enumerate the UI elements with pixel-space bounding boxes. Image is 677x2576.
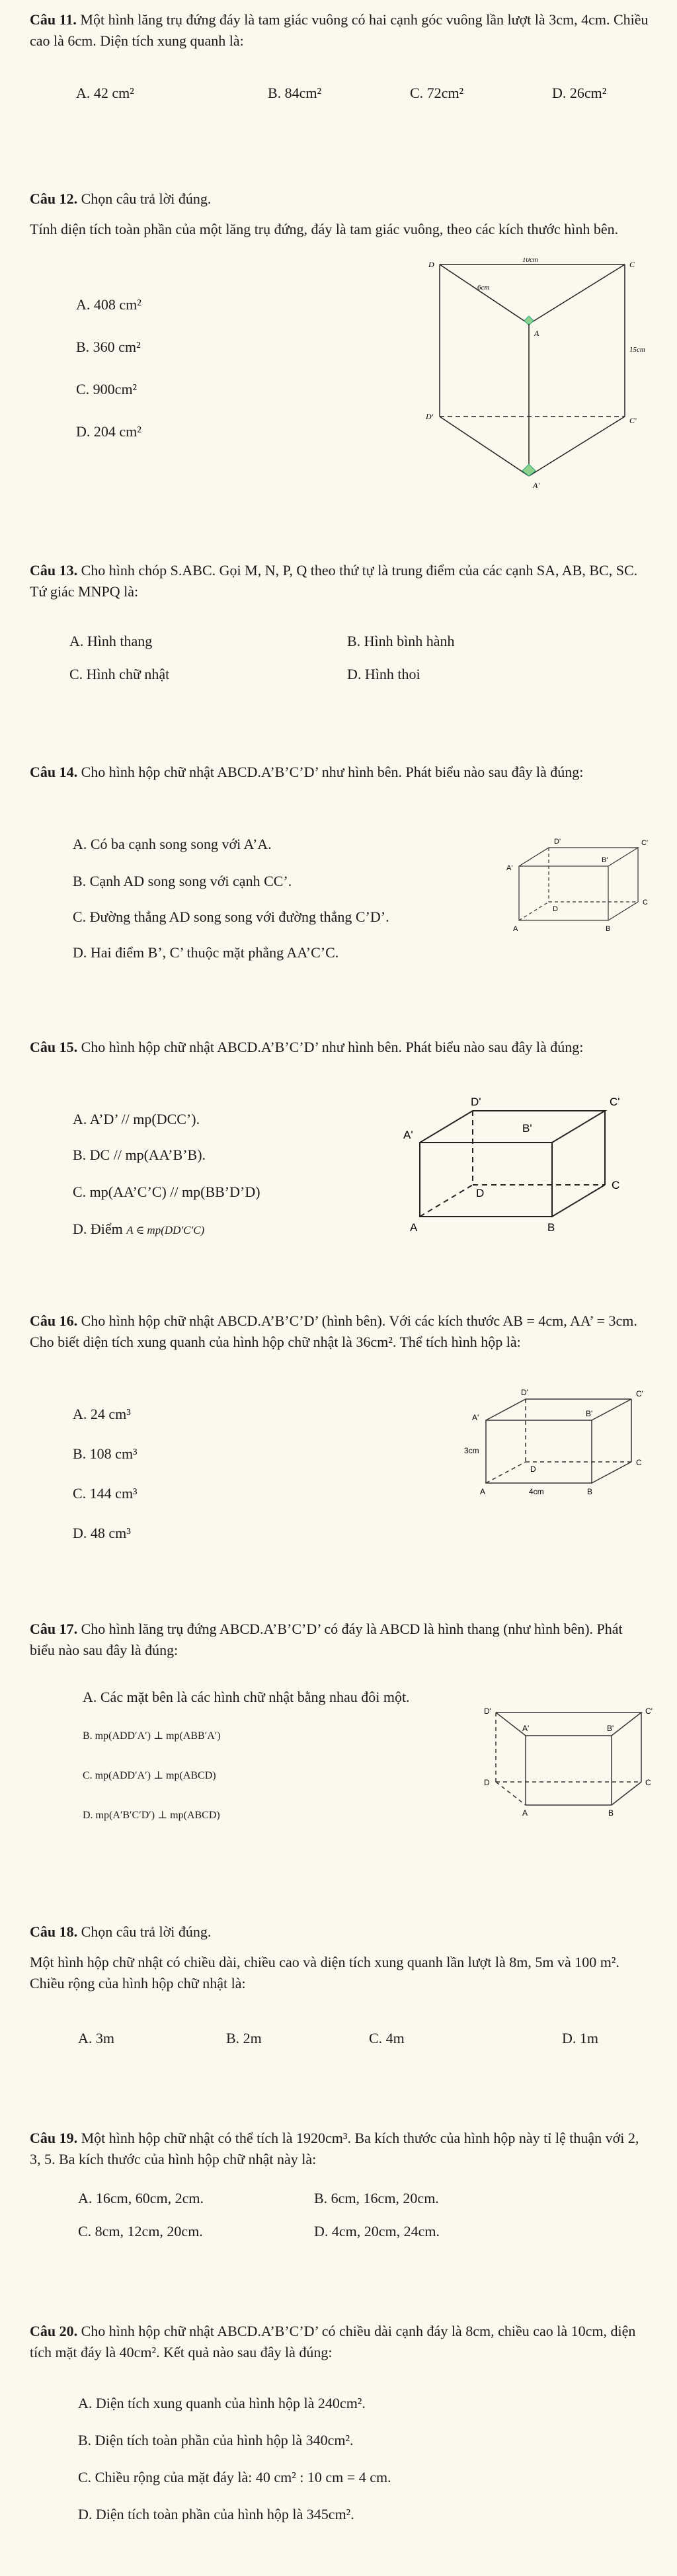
option-b[interactable]: B. Cạnh AD song song với cạnh CC’. <box>73 873 292 889</box>
option-d[interactable]: D. Diện tích toàn phần của hình hộp là 345cm². <box>78 2506 354 2522</box>
option-b[interactable]: B. DC // mp(AA’B’B). <box>73 1147 206 1163</box>
question-12-stem: Tính diện tích toàn phần của một lăng trụ đứng, đáy là tam giác vuông, theo các kích thước hình bên. <box>30 221 619 237</box>
question-text: Cho hình hộp chữ nhật ABCD.A’B’C’D’ có chiều dài cạnh đáy là 8cm, chiều cao là 10cm, diện tích mặt đáy là 40cm². Kết quả nào sau đây là đúng: <box>30 2323 636 2360</box>
option-d-label: D. Điểm <box>73 1221 123 1237</box>
option-d[interactable]: D. 4cm, 20cm, 24cm. <box>314 2223 440 2239</box>
option-a[interactable]: A. 42 cm² <box>76 85 134 101</box>
option-c[interactable]: C. 8cm, 12cm, 20cm. <box>78 2223 203 2239</box>
question-intro: Chọn câu trả lời đúng. <box>81 190 212 207</box>
vertex-label: C <box>612 1179 620 1191</box>
question-label: Câu 13. <box>30 562 78 579</box>
question-label: Câu 19. <box>30 2130 78 2146</box>
vertex-label: C' <box>636 1389 643 1398</box>
question-text: Cho hình hộp chữ nhật ABCD.A’B’C’D’ như hình bên. Phát biểu nào sau đây là đúng: <box>81 764 584 780</box>
vertex-label: D <box>428 260 434 269</box>
vertex-label: B' <box>602 856 608 864</box>
edge-length-label: 15cm <box>629 346 645 354</box>
question-11 <box>30 9 651 52</box>
edge-length-label: 4cm <box>529 1487 544 1496</box>
question-intro: Chọn câu trả lời đúng. <box>81 1923 212 1940</box>
option-a[interactable]: A. 408 cm² <box>76 296 141 313</box>
option-a[interactable]: A. 24 cm³ <box>73 1406 131 1422</box>
vertex-label: A <box>522 1808 528 1818</box>
vertex-label: C' <box>629 416 637 425</box>
vertex-label: B' <box>522 1122 532 1135</box>
vertex-label: C' <box>645 1707 653 1716</box>
question-18-stem: Một hình hộp chữ nhật có chiều dài, chiều cao và diện tích xung quanh lần lượt là 8m, 5m và 100 m². Chiều rộng của hình hộp chữ nhật là: <box>30 1954 619 1992</box>
question-label: Câu 15. <box>30 1039 78 1055</box>
option-b[interactable] <box>83 1724 221 1746</box>
vertex-label: D' <box>554 838 561 846</box>
vertex-label: D <box>484 1778 490 1787</box>
vertex-label: D <box>553 905 558 913</box>
vertex-label: B' <box>586 1409 593 1418</box>
option-c[interactable]: C. 900cm² <box>76 381 138 397</box>
option-d[interactable]: D. 204 cm² <box>76 423 141 440</box>
question-text: Một hình hộp chữ nhật có thể tích là 1920cm³. Ba kích thước của hình hộp này tỉ lệ thuận với 2, 3, 5. Ba kích thước của hình hộp chữ nhật này là: <box>30 2130 639 2167</box>
option-c-formula: C. mp(ADD′A′) ⊥ mp(ABCD) <box>83 1770 216 1781</box>
option-d-formula: A ∈ mp(DD′C′C) <box>126 1224 205 1236</box>
trapezoid-prism-figure <box>476 1706 655 1825</box>
option-b[interactable]: B. 84cm² <box>268 85 322 101</box>
option-c[interactable]: C. Chiều rộng của mặt đáy là: 40 cm² : 10 cm = 4 cm. <box>78 2469 391 2485</box>
question-12 <box>30 188 651 240</box>
vertex-label: D' <box>471 1096 481 1108</box>
option-a[interactable]: A. Các mặt bên là các hình chữ nhật bằng nhau đôi một. <box>83 1689 410 1705</box>
option-d[interactable]: D. Hình thoi <box>347 666 420 682</box>
question-label: Câu 16. <box>30 1312 78 1329</box>
option-b-formula: B. mp(ADD′A′) ⊥ mp(ABB′A′) <box>83 1730 221 1742</box>
vertex-label: D' <box>521 1388 528 1397</box>
vertex-label: A <box>410 1221 418 1234</box>
question-19 <box>30 2128 651 2170</box>
option-a[interactable]: A. Có ba cạnh song song với A’A. <box>73 836 272 852</box>
option-d[interactable]: D. 26cm² <box>552 85 607 101</box>
question-19-stem <box>30 2128 651 2170</box>
question-label: Câu 11. <box>30 11 77 28</box>
question-15 <box>30 1037 651 1058</box>
edge-length-label: 6cm <box>477 284 490 292</box>
option-c[interactable]: C. 72cm² <box>410 85 464 101</box>
option-b[interactable]: B. 360 cm² <box>76 339 141 355</box>
question-label: Câu 17. <box>30 1621 78 1637</box>
vertex-label: A' <box>472 1413 479 1422</box>
question-16-stem <box>30 1310 651 1353</box>
option-c[interactable]: C. 144 cm³ <box>73 1485 138 1502</box>
box-figure <box>463 1387 655 1506</box>
option-d[interactable] <box>83 1804 220 1826</box>
option-d-formula: D. mp(A′B′C′D′) ⊥ mp(ABCD) <box>83 1810 220 1821</box>
option-d[interactable]: D. 1m <box>562 2030 598 2046</box>
question-17 <box>30 1619 651 1661</box>
vertex-label: A <box>480 1487 486 1496</box>
option-a[interactable]: A. Hình thang <box>69 633 153 649</box>
vertex-label: C <box>645 1778 651 1787</box>
vertex-label: B <box>547 1221 555 1234</box>
option-a[interactable]: A. A’D’ // mp(DCC’). <box>73 1111 200 1127</box>
vertex-label: D' <box>484 1707 491 1716</box>
question-20 <box>30 2321 651 2363</box>
box-figure <box>390 1091 655 1240</box>
question-20-stem <box>30 2321 651 2363</box>
question-13-stem <box>30 560 651 602</box>
option-b[interactable]: B. 6cm, 16cm, 20cm. <box>314 2190 439 2206</box>
option-a[interactable]: A. 16cm, 60cm, 2cm. <box>78 2190 204 2206</box>
vertex-label: A' <box>522 1724 530 1733</box>
question-14-stem <box>30 762 651 783</box>
question-text: Cho hình lăng trụ đứng ABCD.A’B’C’D’ có đáy là ABCD là hình thang (như hình bên). Phát biểu nào sau đây là đúng: <box>30 1621 623 1658</box>
option-d[interactable] <box>73 1219 204 1240</box>
vertex-label: D' <box>426 412 434 421</box>
question-18 <box>30 1921 651 1994</box>
question-label: Câu 14. <box>30 764 78 780</box>
vertex-label: D <box>476 1187 485 1199</box>
question-15-stem <box>30 1037 651 1058</box>
vertex-label: B' <box>607 1724 614 1733</box>
option-b[interactable]: B. 2m <box>226 2030 262 2046</box>
option-a[interactable]: A. 3m <box>78 2030 114 2046</box>
vertex-label: B <box>608 1808 614 1818</box>
vertex-label: B <box>606 925 611 933</box>
option-c[interactable]: C. 4m <box>369 2030 405 2046</box>
option-c[interactable]: C. Hình chữ nhật <box>69 666 170 682</box>
question-16 <box>30 1310 651 1353</box>
question-14 <box>30 762 651 783</box>
option-b[interactable]: B. Hình bình hành <box>347 633 455 649</box>
option-c[interactable] <box>83 1764 216 1786</box>
option-c[interactable]: C. mp(AA’C’C) // mp(BB’D’D) <box>73 1184 260 1200</box>
edge-length-label: 10cm <box>522 258 538 264</box>
prism-figure <box>417 258 661 496</box>
question-label: Câu 12. <box>30 190 78 207</box>
edge-length-label: 3cm <box>464 1446 479 1455</box>
vertex-label: A <box>513 925 518 933</box>
vertex-label: A' <box>533 481 539 490</box>
question-text: Cho hình hộp chữ nhật ABCD.A’B’C’D’ như hình bên. Phát biểu nào sau đây là đúng: <box>81 1039 584 1055</box>
vertex-label: D <box>530 1465 536 1474</box>
question-11-stem <box>30 9 651 52</box>
option-d[interactable]: D. 48 cm³ <box>73 1525 131 1541</box>
question-text: Cho hình hộp chữ nhật ABCD.A’B’C’D’ (hình bên). Với các kích thước AB = 4cm, AA’ = 3cm. Cho biết diện tích xung quanh của hình hộp chữ nhật là 36cm². Thể tích hình hộp là: <box>30 1312 637 1350</box>
vertex-label: C' <box>610 1096 620 1108</box>
vertex-label: C <box>636 1458 642 1467</box>
question-12-intro <box>30 188 651 210</box>
vertex-label: A' <box>506 864 513 872</box>
question-13 <box>30 560 651 602</box>
option-a[interactable]: A. Diện tích xung quanh của hình hộp là 240cm². <box>78 2395 366 2411</box>
option-c[interactable]: C. Đường thẳng AD song song với đường thẳng C’D’. <box>73 908 389 925</box>
question-18-intro <box>30 1921 651 1943</box>
vertex-label: C <box>643 899 648 906</box>
vertex-label: B <box>587 1487 593 1496</box>
question-text: Cho hình chóp S.ABC. Gọi M, N, P, Q theo thứ tự là trung điểm của các cạnh SA, AB, BC, SC. Tứ giác MNPQ là: <box>30 562 638 600</box>
question-text: Một hình lăng trụ đứng đáy là tam giác vuông có hai cạnh góc vuông lần lượt là 3cm, 4cm. Chiều cao là 6cm. Diện tích xung quanh là: <box>30 11 649 49</box>
question-label: Câu 18. <box>30 1923 78 1940</box>
vertex-label: C' <box>641 839 649 847</box>
option-d[interactable]: D. Hai điểm B’, C’ thuộc mặt phẳng AA’C’C. <box>73 944 339 961</box>
question-label: Câu 20. <box>30 2323 78 2339</box>
vertex-label: C <box>629 260 635 269</box>
question-17-stem <box>30 1619 651 1661</box>
box-figure <box>502 834 655 940</box>
option-b[interactable]: B. 108 cm³ <box>73 1445 138 1462</box>
vertex-label: A' <box>403 1129 413 1141</box>
vertex-label: A <box>534 329 539 338</box>
option-b[interactable]: B. Diện tích toàn phần của hình hộp là 340cm². <box>78 2432 354 2448</box>
